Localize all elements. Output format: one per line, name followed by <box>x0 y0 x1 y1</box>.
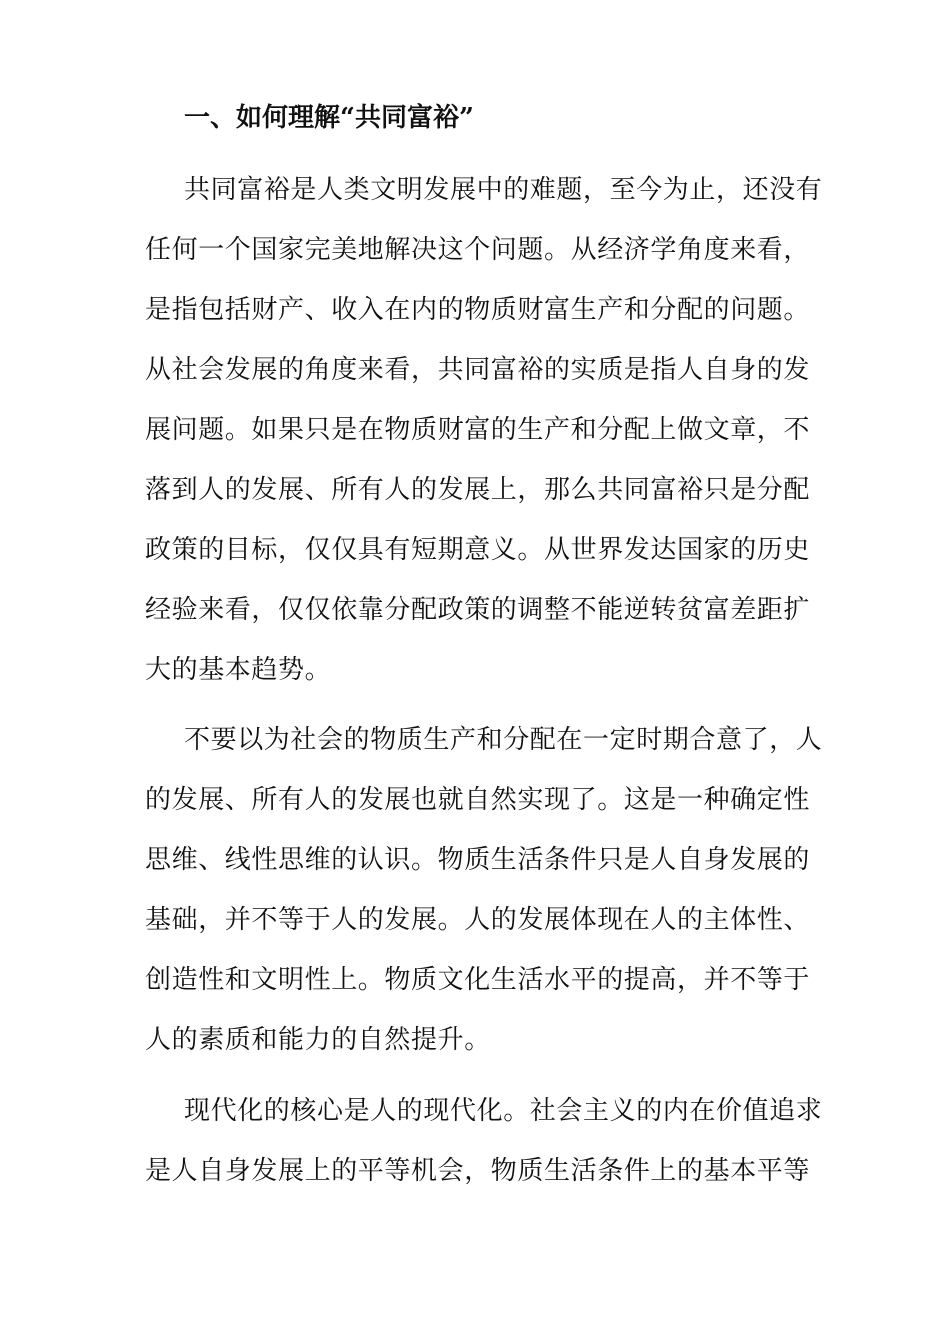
paragraph-3-line: 现代化的核心是人的现代化。社会主义的内在价值追求 <box>184 1096 823 1126</box>
paragraph-1-line: 共同富裕是人类文明发展中的难题，至今为止，还没有 <box>184 175 823 205</box>
paragraph-2-line: 的发展、所有人的发展也就自然实现了。这是一种确定性 <box>145 785 811 815</box>
paragraph-2-line: 思维、线性思维的认识。物质生活条件只是人自身发展的 <box>145 845 811 875</box>
paragraph-1-line: 经验来看，仅仅依靠分配政策的调整不能逆转贫富差距扩 <box>145 595 811 625</box>
paragraph-1-line: 任何一个国家完美地解决这个问题。从经济学角度来看， <box>145 235 811 265</box>
paragraph-2-line: 不要以为社会的物质生产和分配在一定时期合意了，人 <box>184 725 823 755</box>
paragraph-1-line: 大的基本趋势。 <box>145 655 332 685</box>
paragraph-2-line: 基础，并不等于人的发展。人的发展体现在人的主体性、 <box>145 905 811 935</box>
paragraph-1-line: 落到人的发展、所有人的发展上，那么共同富裕只是分配 <box>145 475 811 505</box>
paragraph-1-line: 从社会发展的角度来看，共同富裕的实质是指人自身的发 <box>145 355 811 385</box>
paragraph-2-line: 创造性和文明性上。物质文化生活水平的提高，并不等于 <box>145 965 811 995</box>
section-heading: 一、如何理解“共同富裕” <box>184 103 474 133</box>
paragraph-1-line: 政策的目标，仅仅具有短期意义。从世界发达国家的历史 <box>145 535 811 565</box>
paragraph-3-line: 是人自身发展上的平等机会，物质生活条件上的基本平等 <box>145 1156 811 1186</box>
paragraph-2-line: 人的素质和能力的自然提升。 <box>145 1025 491 1055</box>
paragraph-1-line: 是指包括财产、收入在内的物质财富生产和分配的问题。 <box>145 295 811 325</box>
paragraph-1-line: 展问题。如果只是在物质财富的生产和分配上做文章，不 <box>145 415 811 445</box>
